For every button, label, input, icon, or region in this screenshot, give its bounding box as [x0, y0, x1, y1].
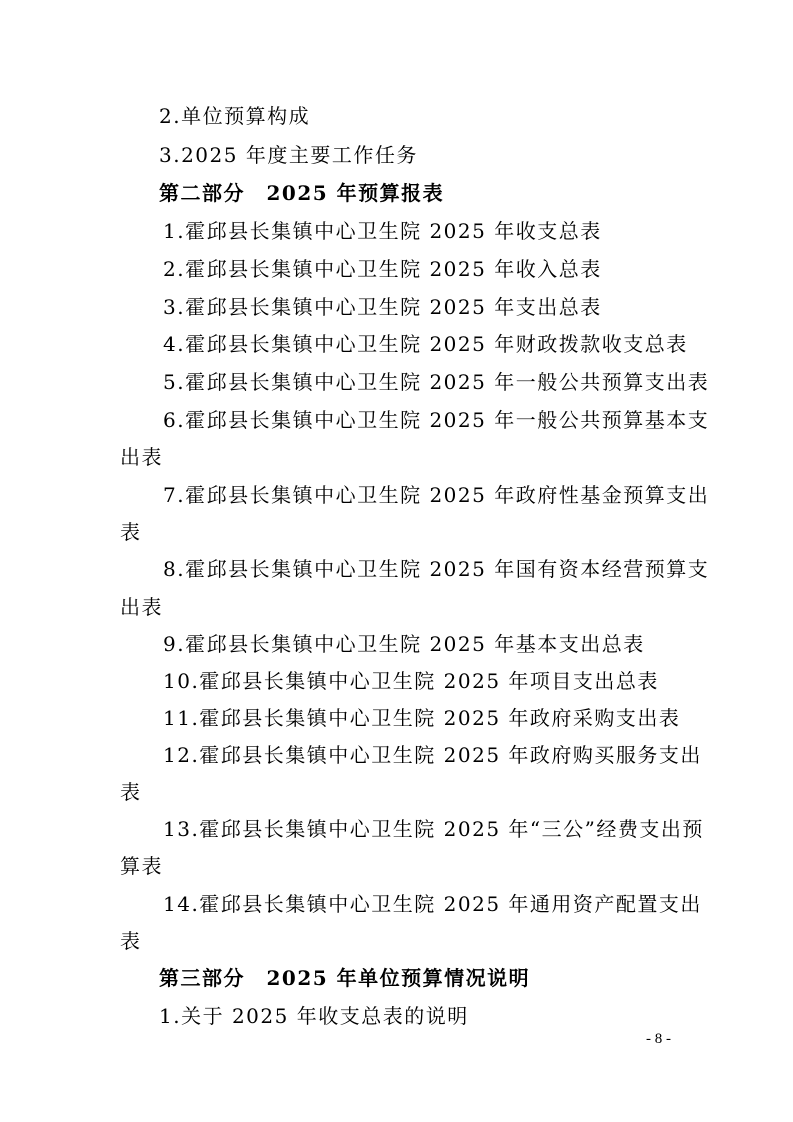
toc-item-13-continued: 算表 [120, 854, 163, 878]
section-heading-part-three: 第三部分 2025 年单位预算情况说明 [159, 966, 531, 990]
toc-item-9: 9.霍邱县长集镇中心卫生院 2025 年基本支出总表 [163, 632, 645, 656]
toc-item-10: 10.霍邱县长集镇中心卫生院 2025 年项目支出总表 [163, 669, 659, 693]
toc-item-12: 12.霍邱县长集镇中心卫生院 2025 年政府购买服务支出 [163, 743, 702, 767]
toc-item-7: 7.霍邱县长集镇中心卫生院 2025 年政府性基金预算支出 [163, 483, 710, 507]
toc-item-14: 14.霍邱县长集镇中心卫生院 2025 年通用资产配置支出 [163, 892, 702, 916]
toc-item-7-continued: 表 [120, 520, 142, 544]
section-heading-part-two: 第二部分 2025 年预算报表 [159, 181, 445, 205]
toc-item-1: 1.霍邱县长集镇中心卫生院 2025 年收支总表 [163, 219, 602, 243]
toc-item-5: 5.霍邱县长集镇中心卫生院 2025 年一般公共预算支出表 [163, 370, 710, 394]
page-number: - 8 - [646, 1031, 671, 1047]
toc-item-6-continued: 出表 [120, 445, 163, 469]
toc-item-4: 4.霍邱县长集镇中心卫生院 2025 年财政拨款收支总表 [163, 332, 688, 356]
toc-item-8-continued: 出表 [120, 595, 163, 619]
toc-item-3: 3.霍邱县长集镇中心卫生院 2025 年支出总表 [163, 295, 602, 319]
toc-item-main-tasks: 3.2025 年度主要工作任务 [159, 143, 418, 167]
toc-item-11: 11.霍邱县长集镇中心卫生院 2025 年政府采购支出表 [163, 706, 681, 730]
toc-item-part-three-1: 1.关于 2025 年收支总表的说明 [159, 1004, 469, 1028]
toc-item-8: 8.霍邱县长集镇中心卫生院 2025 年国有资本经营预算支 [163, 557, 710, 581]
toc-item-13: 13.霍邱县长集镇中心卫生院 2025 年“三公”经费支出预 [163, 817, 704, 841]
toc-item-2: 2.霍邱县长集镇中心卫生院 2025 年收入总表 [163, 257, 602, 281]
toc-item-14-continued: 表 [120, 929, 142, 953]
toc-item-6: 6.霍邱县长集镇中心卫生院 2025 年一般公共预算基本支 [163, 408, 710, 432]
toc-item-12-continued: 表 [120, 780, 142, 804]
toc-item-unit-budget-composition: 2.单位预算构成 [159, 104, 311, 128]
